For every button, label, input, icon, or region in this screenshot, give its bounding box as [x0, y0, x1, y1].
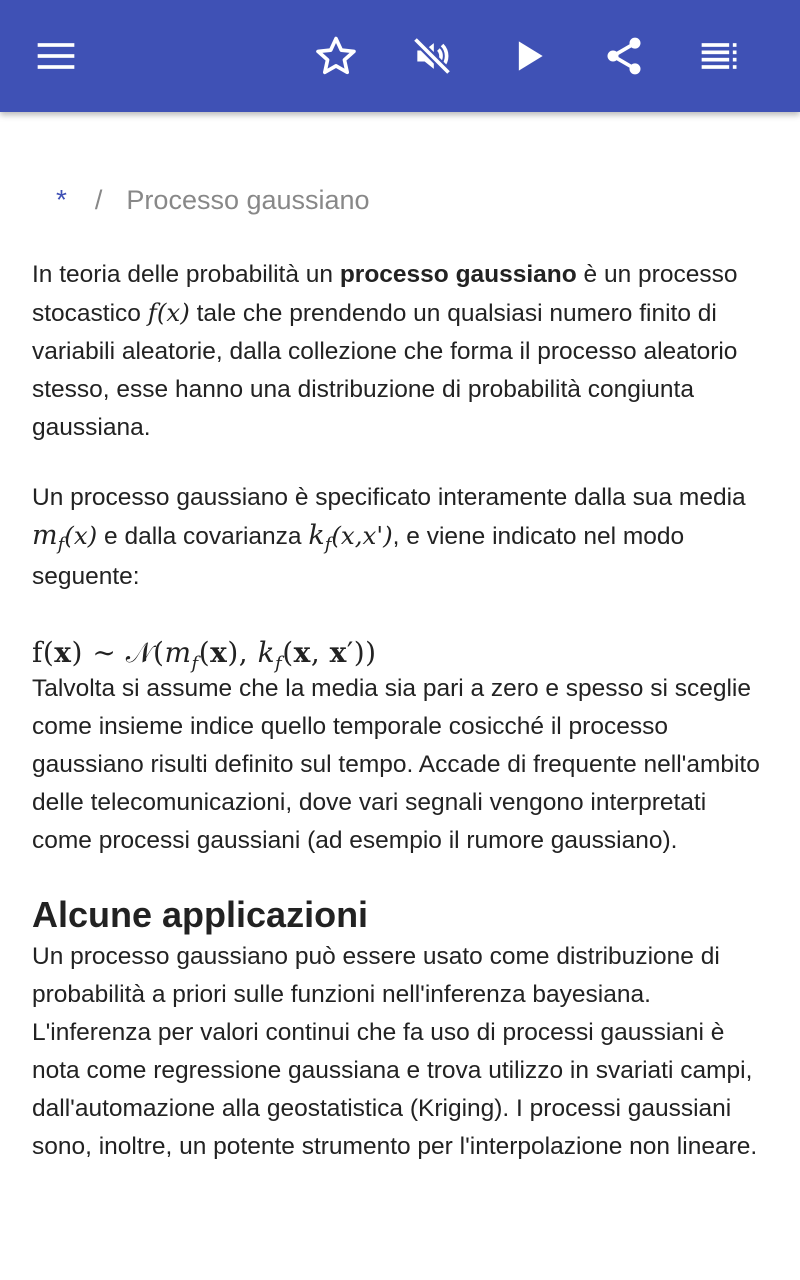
section-heading: Alcune applicazioni	[32, 894, 369, 935]
play-icon	[506, 34, 550, 78]
table-of-contents-icon	[698, 34, 742, 78]
paragraph-time-index: Talvolta si assume che la media sia pari a zero e spesso si sceglie come insieme indice quello temporale cosicché il processo gaussiano risulti definito sul tempo. Accade di frequente nell'ambito delle telecomunicazioni, dove vari segnali vengono interpretati come processi gaussiani (ad esempio il rumore gaussiano).	[32, 675, 760, 854]
favorite-button[interactable]	[304, 24, 368, 88]
inline-math-mean-arg: (x)	[64, 521, 98, 550]
play-button[interactable]	[496, 24, 560, 88]
volume-off-icon	[410, 34, 454, 78]
breadcrumb	[56, 180, 370, 220]
paragraph-applications: Un processo gaussiano può essere usato come distribuzione di probabilità a priori sulle funzioni nell'inferenza bayesiana. L'inferenza per valori continui che fa uso di processi gaussiani è nota come regressione gaussiana e trova utilizzo in svariati campi, dall'automazione alla geostatistica (Kriging). I processi gaussiani sono, inoltre, un potente strumento per l'interpolazione non lineare.	[32, 943, 758, 1160]
hamburger-menu-icon	[34, 34, 78, 78]
formula-part: m	[164, 636, 192, 669]
formula-part: ))	[353, 636, 377, 669]
formula-normal-symbol: 𝒩	[125, 636, 154, 669]
app-bar	[0, 0, 800, 112]
formula-part: x	[210, 636, 228, 669]
display-formula	[32, 634, 772, 674]
formula-part: ),	[227, 636, 258, 669]
formula-part: x	[54, 636, 72, 669]
formula-subscript: f	[275, 653, 283, 674]
share-icon	[602, 34, 646, 78]
menu-button[interactable]	[24, 24, 88, 88]
paragraph-definition	[32, 479, 772, 596]
inline-math-cov-arg: (x,x')	[331, 521, 393, 550]
text: tale che prendendo un qualsiasi numero finito di variabili aleatorie, dalla collezione che forma il processo aleatorio stesso, esse hanno una distribuzione di probabilità congiunta gaussiana.	[32, 300, 738, 441]
star-outline-icon	[314, 34, 358, 78]
text: e dalla covarianza	[97, 523, 309, 550]
inline-math-mean-sub: f	[57, 534, 65, 555]
inline-math-mean-var: m	[32, 520, 58, 551]
formula-part: ′	[346, 636, 354, 669]
breadcrumb-separator: /	[94, 184, 103, 215]
text: è un processo stocastico	[32, 261, 738, 327]
formula-part: (	[198, 636, 211, 669]
breadcrumb-current-page: Processo gaussiano	[126, 184, 370, 215]
inline-math-cov-sub: f	[324, 534, 332, 555]
share-button[interactable]	[592, 24, 656, 88]
article-content	[32, 256, 772, 1198]
formula-subscript: f	[191, 653, 199, 674]
table-of-contents-button[interactable]	[688, 24, 752, 88]
bold-term: processo gaussiano	[339, 261, 577, 288]
mute-button[interactable]	[400, 24, 464, 88]
breadcrumb-home-link[interactable]: *	[56, 184, 67, 215]
formula-part: k	[257, 636, 276, 669]
formula-part: (	[153, 636, 165, 669]
paragraph-intro	[32, 256, 772, 447]
formula-part: (	[282, 636, 294, 669]
text: In teoria delle probabilità un	[32, 261, 340, 288]
text: Un processo gaussiano è specificato interamente dalla sua media	[32, 484, 746, 511]
formula-part: x	[293, 636, 311, 669]
formula-part: ) ∼	[71, 636, 126, 669]
inline-math-fx: f(x)	[147, 298, 190, 327]
text: , e viene indicato nel modo seguente:	[32, 523, 685, 590]
formula-part: x	[329, 636, 347, 669]
formula-part: f(	[32, 636, 55, 669]
inline-math-cov-var: k	[308, 520, 325, 551]
formula-part: ,	[310, 636, 330, 669]
